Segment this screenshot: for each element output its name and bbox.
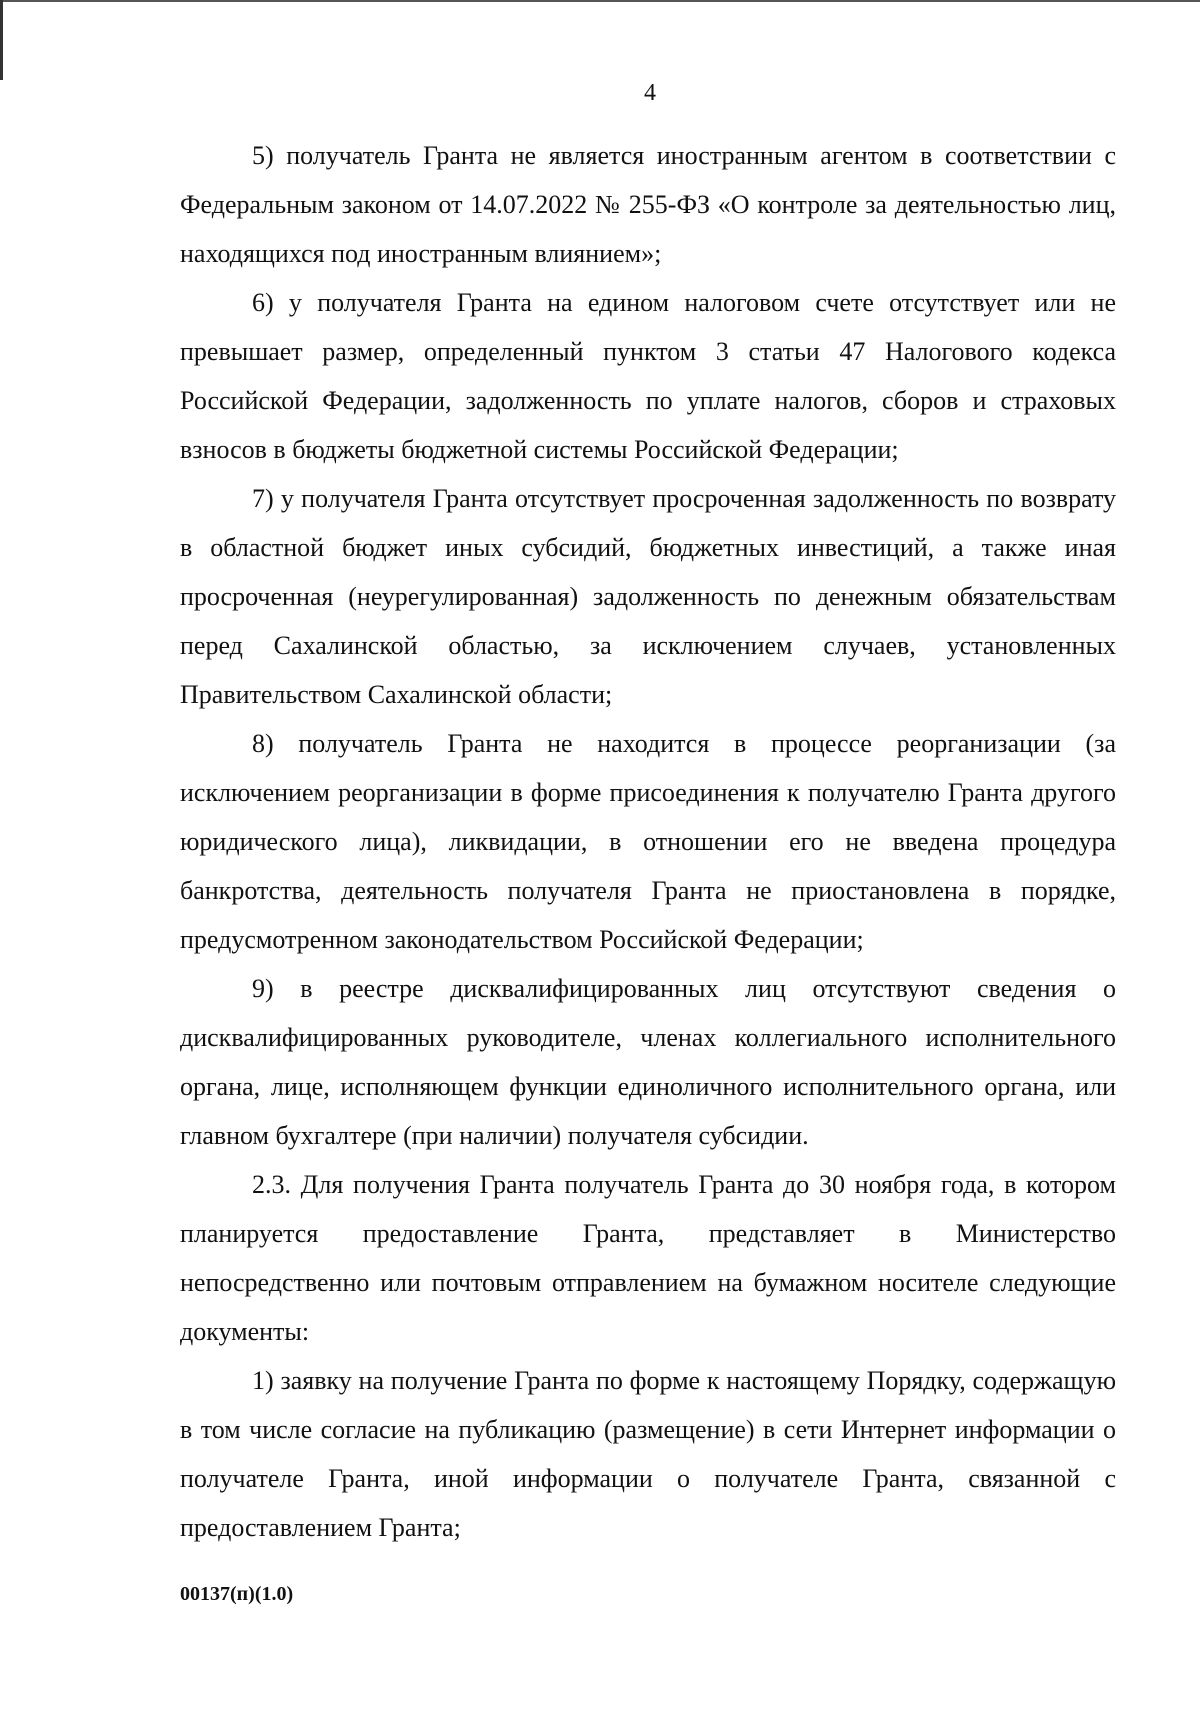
paragraph-item-7: 7) у получателя Гранта отсутствует просроченная задолженность по возврату в областной бюджет иных субсидий, бюджетных инвестиций, а также иная просроченная (неурегулированная) задолженность по денежным обязательствам перед Сахалинской областью, за исключением случаев, установленных Правительством Сахалинской области; — [180, 484, 1116, 709]
paragraph-item-1: 1) заявку на получение Гранта по форме к настоящему Порядку, содержащую в том числе согласие на публикацию (размещение) в сети Интернет информации о получателе Гранта, иной информации о получателе Гранта, связанной с предоставлением Гранта; — [180, 1366, 1116, 1542]
scan-top-edge — [0, 0, 1200, 2]
paragraph-item-5: 5) получатель Гранта не является иностранным агентом в соответствии с Федеральным законом от 14.07.2022 № 255-ФЗ «О контроле за деятельностью лиц, находящихся под иностранным влиянием»; — [180, 141, 1116, 268]
paragraph-item-6: 6) у получателя Гранта на едином налоговом счете отсутствует или не превышает размер, определенный пунктом 3 статьи 47 Налогового кодекса Российской Федерации, задолженность по уплате налогов, сборов и страховых взносов в бюджеты бюджетной системы Российской Федерации; — [180, 288, 1116, 464]
scan-left-edge — [0, 0, 3, 80]
document-body — [180, 131, 1116, 1552]
page-number: 4 — [644, 80, 656, 106]
document-code: 00137(п)(1.0) — [180, 1583, 294, 1605]
paragraph-item-9: 9) в реестре дисквалифицированных лиц отсутствуют сведения о дисквалифицированных руководителе, членах коллегиального исполнительного органа, лице, исполняющем функции единоличного исполнительного органа, или главном бухгалтере (при наличии) получателя субсидии. — [180, 974, 1116, 1150]
paragraph-item-8: 8) получатель Гранта не находится в процессе реорганизации (за исключением реорганизации в форме присоединения к получателю Гранта другого юридического лица), ликвидации, в отношении его не введена процедура банкротства, деятельность получателя Гранта не приостановлена в порядке, предусмотренном законодательством Российской Федерации; — [180, 729, 1116, 954]
paragraph-section-2-3: 2.3. Для получения Гранта получатель Гранта до 30 ноября года, в котором планируется предоставление Гранта, представляет в Министерство непосредственно или почтовым отправлением на бумажном носителе следующие документы: — [180, 1170, 1116, 1346]
